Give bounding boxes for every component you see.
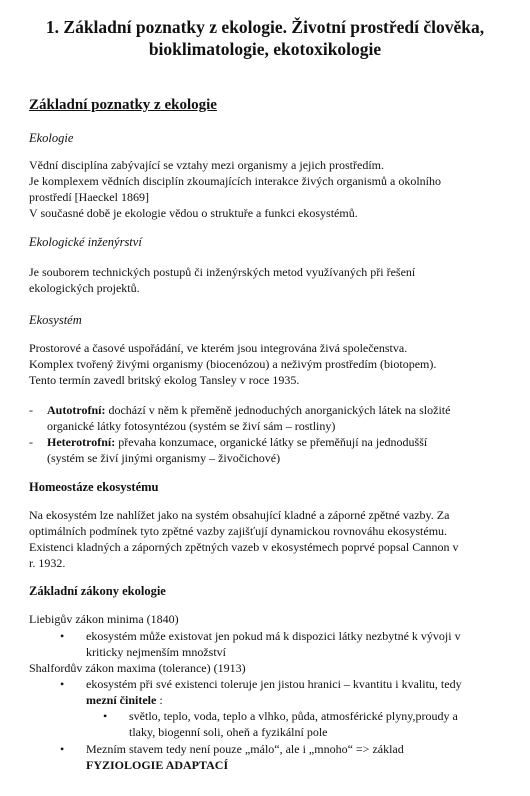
term-mezni-cinitele: mezní činitele [86,693,157,707]
text-line: Existenci kladných a záporných zpětných vazeb v ekosystémech poprvé popsal Cannon v [29,540,459,554]
list-item-heterotrofni [29,434,509,466]
heading-homeostaze: Homeostáze ekosystému [29,480,159,494]
term-autotrofni: Autotrofní: [47,403,106,417]
paragraph-inzenyrstvi [29,264,509,296]
text-line: optimálních podmínek tyto zpětné vazby zajišťují dynamickou rovnováhu ekosystému. [29,524,448,538]
dash-marker: - [29,435,33,449]
text-line: kriticky nejmenším množství [86,645,226,659]
text-line: Je souborem technických postupů či inženýrských metod využívaných při řešení [29,265,416,279]
law-shelford-bullet-2 [60,741,506,773]
sub-bullet-factors [103,708,509,740]
text-line: Tento termín zavedl britský ekolog Tansley v roce 1935. [29,373,300,387]
text-line: Je komplexem vědních disciplín zkoumajících interakce živých organismů a okolního [29,174,442,188]
text-line: tlaky, biogenní soli, oheň a fyzikální pole [129,725,328,739]
bullet-marker: • [103,709,108,723]
text-line: ekosystém při své existenci toleruje jen jistou hranici – kvantitu i kvalitu, tedy [86,677,462,691]
definition-line: (systém se živí jinými organismy – živočichové) [47,451,281,465]
law-liebig-bullet [60,628,506,660]
law-shelford-title: Shalfordův zákon maxima (tolerance) (1913) [29,661,246,675]
list-item-autotrofni [29,402,509,434]
paragraph-homeostaze [29,507,509,571]
text-line: ekosystém může existovat jen pokud má k dispozici látky nezbytné k vývoji v [86,629,461,643]
text-fragment: : [156,693,163,707]
dash-marker: - [29,403,33,417]
text-line: Mezním stavem tedy není pouze „málo“, ale i „mnoho“ => základ [86,742,404,756]
text-line: Prostorové a časové uspořádání, ve kterém jsou integrována živá společenstva. [29,341,408,355]
text-line: prostředí [Haeckel 1869] [29,190,149,204]
subheading-ekologie: Ekologie [29,131,74,145]
document-title [0,16,530,60]
definition-line: převaha konzumace, organické látky se přeměňují na jednodušší [115,435,428,449]
law-shelford-bullet-1 [60,676,506,708]
subheading-inzenyrstvi: Ekologické inženýrství [29,235,142,249]
subheading-ekosystem: Ekosystém [29,313,82,327]
term-fyziologie-adaptaci: FYZIOLOGIE ADAPTACÍ [86,758,229,772]
text-line: ekologických projektů. [29,281,140,295]
paragraph-ekologie [29,157,509,221]
definition-line: organické látky fotosyntézou (systém se živí sám – rostliny) [47,419,336,433]
law-liebig-title: Liebigův zákon minima (1840) [29,612,179,626]
text-line: V současné době je ekologie vědou o struktuře a funkci ekosystémů. [29,206,358,220]
text-line: Na ekosystém lze nahlížet jako na systém obsahující kladné a záporné zpětné vazby. Za [29,508,450,522]
text-line: světlo, teplo, voda, teplo a vlhko, půda, atmosférické plyny,proudy a [129,709,458,723]
term-heterotrofni: Heterotrofní: [47,435,116,449]
bullet-marker: • [60,629,65,643]
title-line-2: bioklimatologie, ekotoxikologie [148,39,382,59]
text-line: Komplex tvořený živými organismy (biocenózou) a neživým prostředím (biotopem). [29,357,437,371]
paragraph-ekosystem [29,340,509,388]
title-line-1: 1. Základní poznatky z ekologie. Životní prostředí člověka, [45,17,485,37]
definition-line: dochází v něm k přeměně jednoduchých anorganických látek na složité [105,403,451,417]
text-line: Vědní disciplína zabývající se vztahy mezi organismy a jejich prostředím. [29,158,385,172]
bullet-marker: • [60,742,65,756]
text-line: r. 1932. [29,556,66,570]
section-heading: Základní poznatky z ekologie [29,97,217,113]
bullet-marker: • [60,677,65,691]
heading-zakony: Základní zákony ekologie [29,584,166,598]
